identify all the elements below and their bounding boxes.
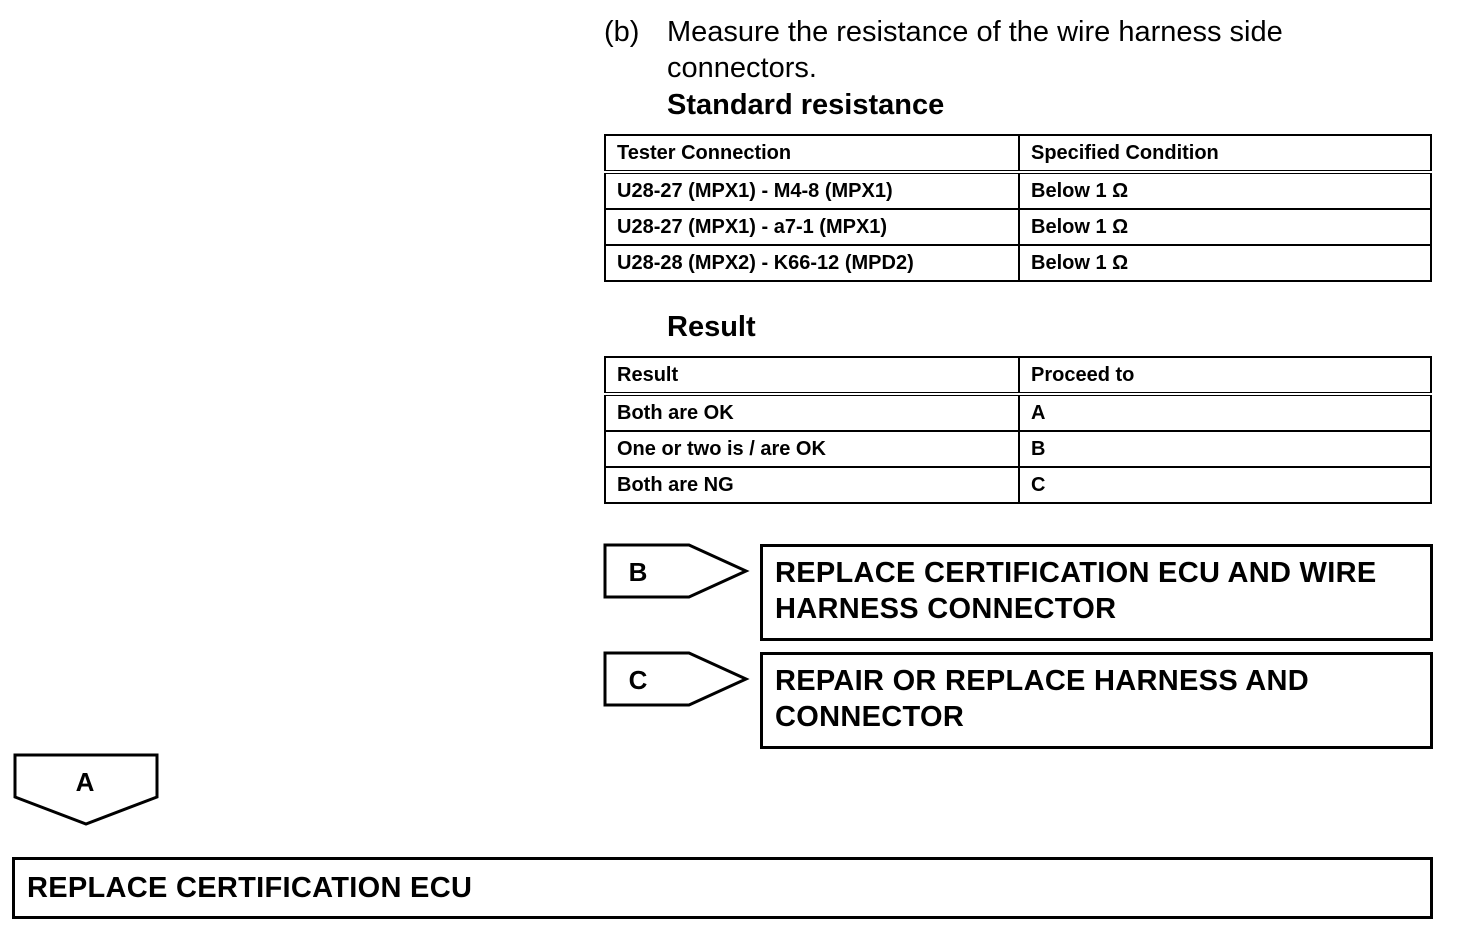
branch-c-action-box: REPAIR OR REPLACE HARNESS AND CONNECTOR bbox=[760, 652, 1433, 749]
branch-b-arrow bbox=[600, 540, 756, 606]
column-header: Proceed to bbox=[1019, 357, 1431, 394]
step-label: (b) bbox=[604, 16, 640, 48]
column-header: Tester Connection bbox=[605, 135, 1019, 172]
table-cell: U28-27 (MPX1) - a7-1 (MPX1) bbox=[605, 209, 1019, 245]
table-row bbox=[605, 172, 1431, 209]
table-cell: U28-27 (MPX1) - M4-8 (MPX1) bbox=[605, 172, 1019, 209]
branch-c-arrow bbox=[600, 648, 756, 714]
table-cell: C bbox=[1019, 467, 1431, 503]
column-header: Specified Condition bbox=[1019, 135, 1431, 172]
column-header: Result bbox=[605, 357, 1019, 394]
table-cell: One or two is / are OK bbox=[605, 431, 1019, 467]
table-cell: B bbox=[1019, 431, 1431, 467]
branch-b-code: B bbox=[628, 557, 648, 587]
branch-a-code: A bbox=[75, 767, 95, 797]
step-instruction: Measure the resistance of the wire harness side connectors. bbox=[667, 16, 1283, 84]
table-cell: Both are NG bbox=[605, 467, 1019, 503]
table-cell: Below 1 Ω bbox=[1019, 245, 1431, 281]
table-cell: A bbox=[1019, 394, 1431, 431]
table-header-row bbox=[605, 357, 1431, 394]
table-row bbox=[605, 394, 1431, 431]
table-row bbox=[605, 431, 1431, 467]
table-cell: Both are OK bbox=[605, 394, 1019, 431]
table-cell: Below 1 Ω bbox=[1019, 172, 1431, 209]
result-heading: Result bbox=[667, 311, 756, 343]
table-row bbox=[605, 245, 1431, 281]
standard-resistance-table bbox=[604, 134, 1432, 282]
table-cell: U28-28 (MPX2) - K66-12 (MPD2) bbox=[605, 245, 1019, 281]
standard-resistance-heading: Standard resistance bbox=[667, 89, 945, 121]
branch-c-code: C bbox=[628, 665, 648, 695]
main-action-box: REPLACE CERTIFICATION ECU bbox=[12, 857, 1433, 919]
table-row bbox=[605, 209, 1431, 245]
table-cell: Below 1 Ω bbox=[1019, 209, 1431, 245]
branch-a-arrow bbox=[10, 750, 162, 830]
table-row bbox=[605, 467, 1431, 503]
result-table bbox=[604, 356, 1432, 504]
table-header-row bbox=[605, 135, 1431, 172]
branch-b-action-box: REPLACE CERTIFICATION ECU AND WIRE HARNESS CONNECTOR bbox=[760, 544, 1433, 641]
